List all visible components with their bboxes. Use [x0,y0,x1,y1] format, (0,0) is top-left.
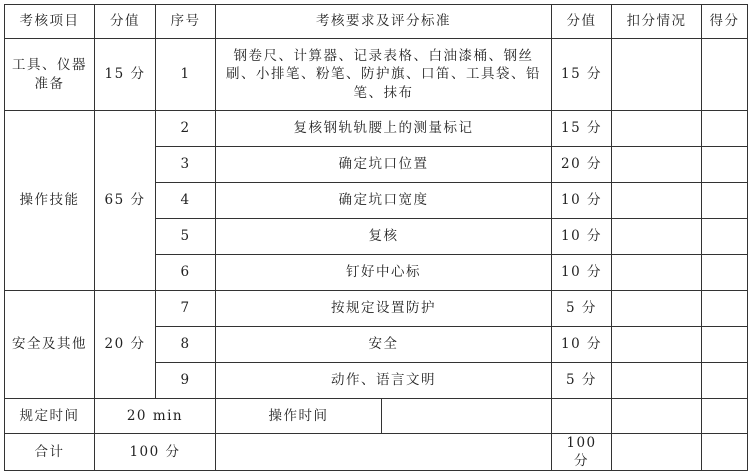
item-requirement: 确定坑口宽度 [216,183,552,219]
section-safety-name: 安全及其他 [5,291,95,399]
time-points-cell [552,399,612,434]
time-label: 规定时间 [5,399,95,434]
item-no: 6 [156,255,216,291]
header-points: 分值 [95,5,156,39]
total-row [5,434,748,471]
item-no: 7 [156,291,216,327]
header-score: 得分 [702,5,748,39]
item-score: 10 分 [552,183,612,219]
total-score-cell[interactable] [702,434,748,471]
deduction-cell[interactable] [612,147,702,183]
score-cell[interactable] [702,183,748,219]
item-no: 3 [156,147,216,183]
section-safety-score: 20 分 [95,291,156,399]
total-value: 100 分 [95,434,216,471]
score-cell[interactable] [702,111,748,147]
item-no: 4 [156,183,216,219]
item-no: 8 [156,327,216,363]
op-time-value[interactable] [382,399,552,434]
deduction-cell[interactable] [612,327,702,363]
item-requirement: 复核钢轨轨腰上的测量标记 [216,111,552,147]
score-cell[interactable] [702,291,748,327]
table-row [5,39,748,111]
header-row [5,5,748,39]
item-score: 20 分 [552,147,612,183]
op-time-label: 操作时间 [216,399,382,434]
score-cell[interactable] [702,147,748,183]
score-cell[interactable] [702,327,748,363]
item-score: 10 分 [552,219,612,255]
item-requirement: 钢卷尺、计算器、记录表格、白油漆桶、钢丝刷、小排笔、粉笔、防护旗、口笛、工具袋、铅笔、抹布 [216,39,552,111]
total-score: 100 分 [552,434,612,471]
item-requirement: 按规定设置防护 [216,291,552,327]
total-label: 合计 [5,434,95,471]
table-row [5,111,748,147]
deduction-cell[interactable] [612,183,702,219]
item-score: 5 分 [552,291,612,327]
deduction-cell[interactable] [612,255,702,291]
item-no: 1 [156,39,216,111]
deduction-cell[interactable] [612,291,702,327]
item-score: 15 分 [552,111,612,147]
total-deduction-cell[interactable] [612,434,702,471]
header-deduction: 扣分情况 [612,5,702,39]
item-requirement: 钉好中心标 [216,255,552,291]
score-cell[interactable] [702,363,748,399]
item-requirement: 动作、语言文明 [216,363,552,399]
section-tools-score: 15 分 [95,39,156,111]
total-blank-cell [216,434,552,471]
item-score: 10 分 [552,327,612,363]
item-no: 9 [156,363,216,399]
item-no: 5 [156,219,216,255]
item-requirement: 确定坑口位置 [216,147,552,183]
time-row [5,399,748,434]
item-score: 5 分 [552,363,612,399]
score-cell[interactable] [702,39,748,111]
section-skills-name: 操作技能 [5,111,95,291]
deduction-cell[interactable] [612,219,702,255]
deduction-cell[interactable] [612,363,702,399]
score-cell[interactable] [702,219,748,255]
item-score: 10 分 [552,255,612,291]
deduction-cell[interactable] [612,39,702,111]
item-score: 15 分 [552,39,612,111]
header-item-points: 分值 [552,5,612,39]
deduction-cell[interactable] [612,111,702,147]
item-requirement: 安全 [216,327,552,363]
section-tools-name: 工具、仪器准备 [5,39,95,111]
time-value: 20 min [95,399,216,434]
item-requirement: 复核 [216,219,552,255]
header-item: 考核项目 [5,5,95,39]
time-score-cell [702,399,748,434]
scoring-table [4,4,748,471]
item-no: 2 [156,111,216,147]
header-requirements: 考核要求及评分标准 [216,5,552,39]
header-seq: 序号 [156,5,216,39]
section-skills-score: 65 分 [95,111,156,291]
score-cell[interactable] [702,255,748,291]
table-row [5,291,748,327]
time-deduction-cell [612,399,702,434]
